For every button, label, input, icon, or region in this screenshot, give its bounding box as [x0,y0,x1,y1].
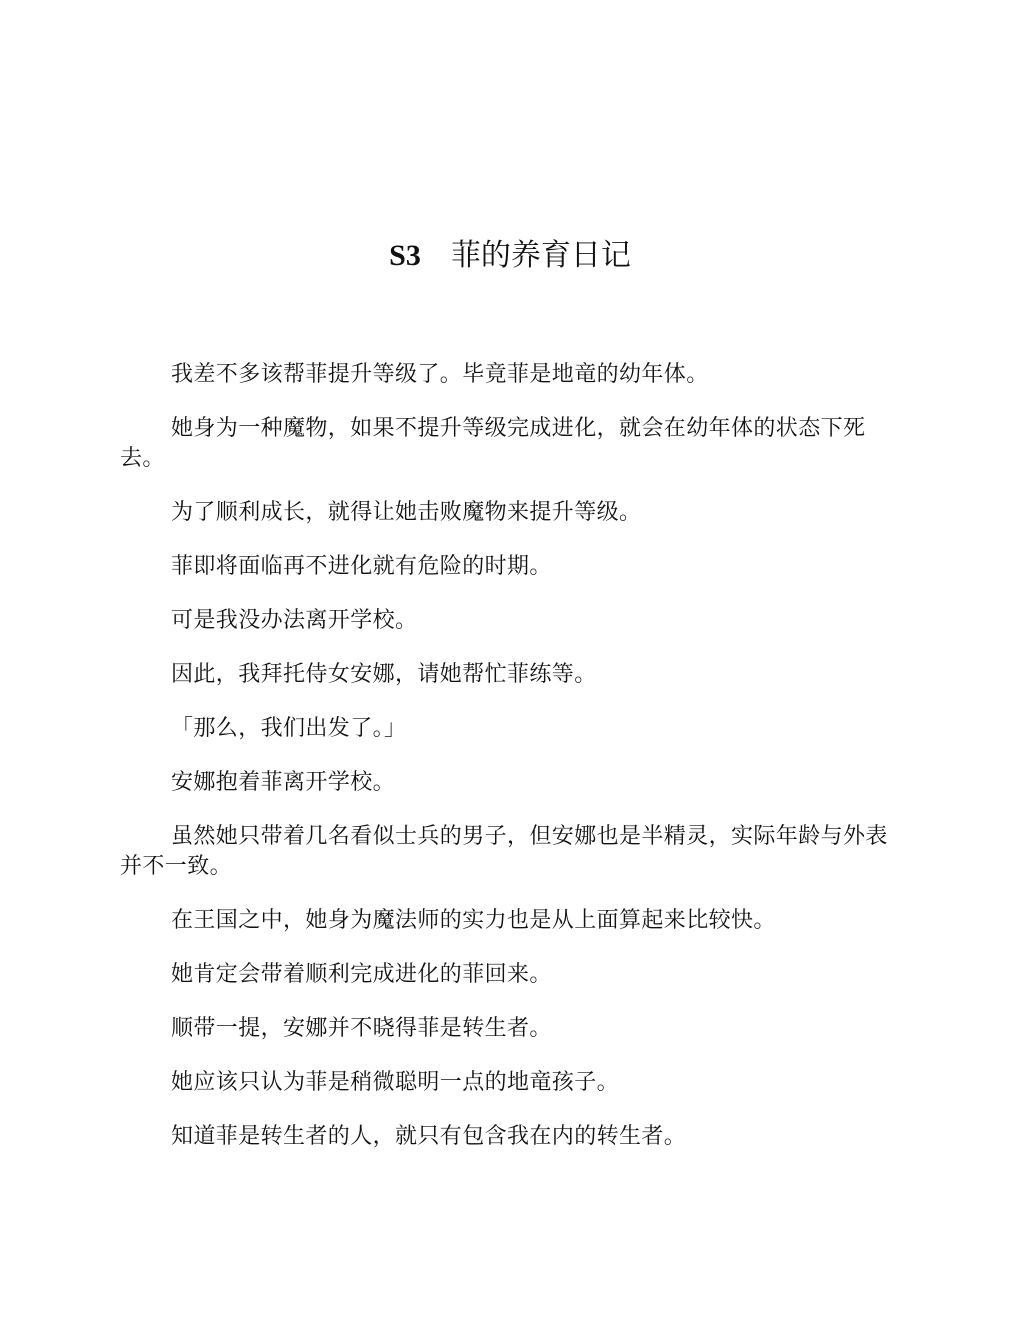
paragraph: 安娜抱着菲离开学校。 [171,770,396,795]
paragraph: 她应该只认为菲是稍微聪明一点的地竜孩子。 [171,1070,620,1095]
paragraph: 「那么，我们出发了。」 [171,716,407,741]
chapter-number: S3 [389,239,421,272]
paragraph: 虽然她只带着几名看似士兵的男子，但安娜也是半精灵，实际年龄与外表并不一致。 [120,824,888,879]
paragraph: 她身为一种魔物，如果不提升等级完成进化，就会在幼年体的状态下死去。 [120,416,866,471]
paragraph: 她肯定会带着顺利完成进化的菲回来。 [171,962,552,987]
chapter-title [0,236,1020,276]
chapter-name: 菲的养育日记 [450,238,631,273]
paragraph: 可是我没办法离开学校。 [171,608,418,633]
paragraph: 我差不多该帮菲提升等级了。毕竟菲是地竜的幼年体。 [171,362,709,387]
body-text [120,360,900,1176]
paragraph: 在王国之中，她身为魔法师的实力也是从上面算起来比较快。 [171,908,776,933]
paragraph: 知道菲是转生者的人，就只有包含我在内的转生者。 [171,1124,687,1149]
paragraph: 菲即将面临再不进化就有危险的时期。 [171,554,552,579]
paragraph: 为了顺利成长，就得让她击败魔物来提升等级。 [171,500,642,525]
paragraph: 因此，我拜托侍女安娜，请她帮忙菲练等。 [171,662,597,687]
paragraph: 顺带一提，安娜并不晓得菲是转生者。 [171,1016,552,1041]
